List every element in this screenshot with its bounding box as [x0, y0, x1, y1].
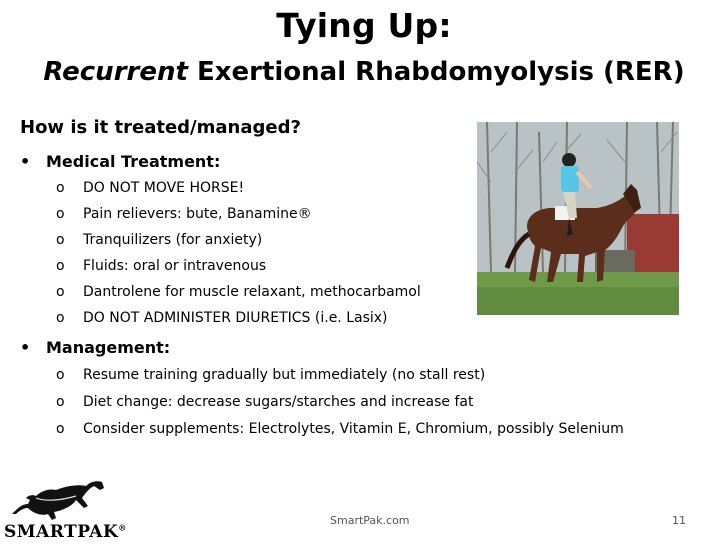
list-item	[56, 367, 485, 383]
list-item-text: Dantrolene for muscle relaxant, methocarbamol	[83, 284, 421, 300]
hollow-circle-icon: o	[56, 232, 65, 248]
section-management-heading	[20, 338, 170, 357]
list-item-text: DO NOT MOVE HORSE!	[83, 180, 245, 196]
title-italic-word: Recurrent	[43, 57, 188, 87]
list-item	[56, 310, 388, 326]
hollow-circle-icon: o	[56, 394, 65, 410]
hollow-circle-icon: o	[56, 258, 65, 274]
logo-wordmark-text: SMARTPAK	[4, 522, 119, 542]
list-item	[56, 258, 266, 274]
list-item-text: Pain relievers: bute, Banamine®	[83, 206, 312, 222]
horse-rider-photo	[477, 122, 679, 315]
slide-title-line1: Tying Up:	[276, 6, 452, 45]
list-item-text: Consider supplements: Electrolytes, Vitamin E, Chromium, possibly Selenium	[83, 421, 624, 437]
hollow-circle-icon: o	[56, 310, 65, 326]
list-item	[56, 394, 474, 410]
hollow-circle-icon: o	[56, 180, 65, 196]
slide-title-line2	[0, 57, 728, 87]
title-rest: Exertional Rhabdomyolysis (RER)	[187, 57, 685, 87]
footer-page-number: 11	[672, 514, 686, 527]
section-heading-text: Medical Treatment:	[46, 152, 221, 171]
list-item-text: Fluids: oral or intravenous	[83, 258, 267, 274]
section-medical-heading	[20, 152, 220, 171]
list-item	[56, 180, 244, 196]
list-item-text: Diet change: decrease sugars/starches and increase fat	[83, 394, 474, 410]
hollow-circle-icon: o	[56, 284, 65, 300]
hollow-circle-icon: o	[56, 206, 65, 222]
list-item-text: Tranquilizers (for anxiety)	[83, 232, 263, 248]
list-item	[56, 421, 624, 437]
list-item	[56, 206, 312, 222]
footer-website: SmartPak.com	[330, 514, 410, 527]
hollow-circle-icon: o	[56, 367, 65, 383]
list-item	[56, 232, 262, 248]
list-item	[56, 284, 421, 300]
bullet-dot-icon: •	[20, 152, 31, 171]
list-item-text: Resume training gradually but immediately (no stall rest)	[83, 367, 486, 383]
logo-trademark: ®	[118, 522, 127, 533]
section-heading-text: Management:	[46, 338, 171, 357]
hollow-circle-icon: o	[56, 421, 65, 437]
bullet-dot-icon: •	[20, 338, 31, 357]
horse-logo-icon	[6, 478, 116, 522]
list-item-text: DO NOT ADMINISTER DIURETICS (i.e. Lasix)	[83, 310, 388, 326]
logo-wordmark	[4, 522, 127, 542]
section-question: How is it treated/managed?	[20, 117, 301, 138]
